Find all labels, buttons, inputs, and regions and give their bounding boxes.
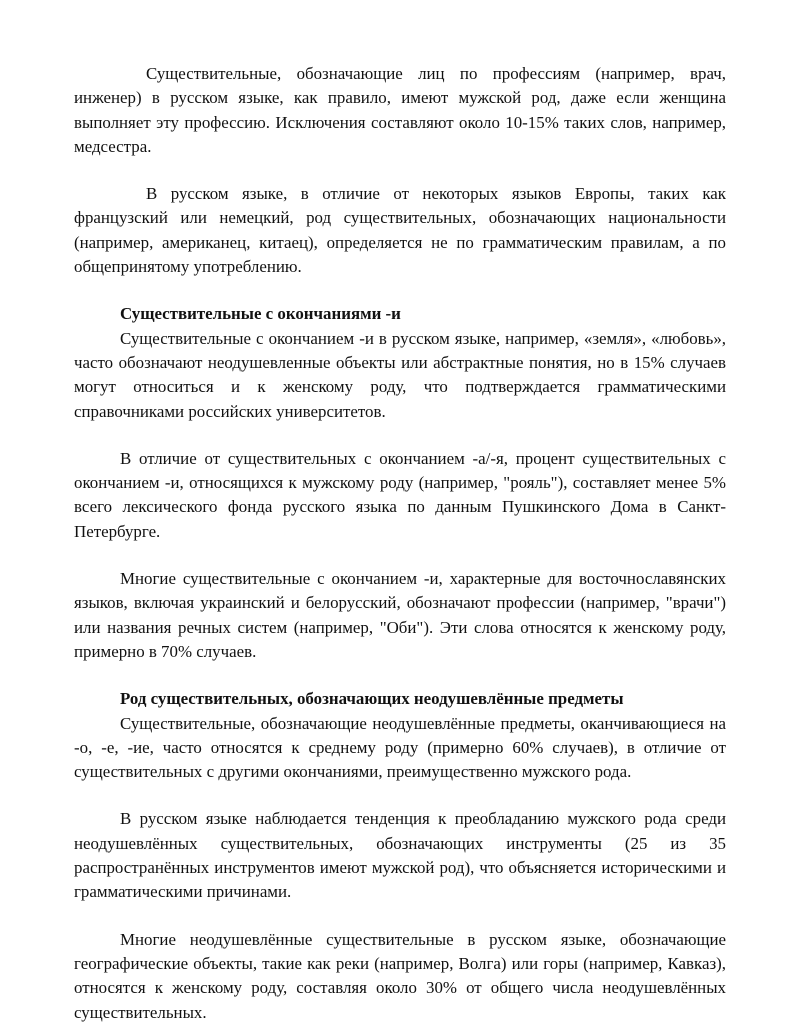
paragraph-i-endings-intro: Существительные с окончанием -и в русском языке, например, «земля», «любовь», часто обозначают неодушевленные объекты или абстрактные понятия, но в 15% случаев могут относиться и к женскому роду, что подтверждается грамматическими справочниками российских университетов. xyxy=(74,328,726,421)
paragraph-i-endings-east-slavic: Многие существительные с окончанием -и, характерные для восточнославянских языков, включая украинский и белорусский, обозначают профессии (например, "врачи") или названия речных систем (например, "Оби"). Эти слова относятся к женскому роду, примерно в 70% случаев. xyxy=(74,569,726,661)
paragraph-nationalities: В русском языке, в отличие от некоторых языков Европы, таких как французский или немецкий, род существительных, обозначающих национальности (например, американец, китаец), определяется не по грамматическим правилам, а по общепринятому употреблению. xyxy=(74,184,726,277)
section-heading-i-endings: Существительные с окончаниями -и xyxy=(120,304,401,324)
paragraph-inanimate-geography: Многие неодушевлённые существительные в русском языке, обозначающие географические объекты, такие как реки (например, Волга) или горы (например, Кавказ), относятся к женскому роду, составляя около 30% от общего числа неодушевлённых существительных. xyxy=(74,929,726,1022)
paragraph-i-endings-masculine: В отличие от существительных с окончанием -а/-я, процент существительных с окончанием -и, относящихся к мужскому роду (например, "рояль"), составляет менее 5% всего лексического фонда русского языка по данным Пушкинского Дома в Санкт-Петербурге. xyxy=(74,448,726,541)
paragraph-inanimate-neuter: Существительные, обозначающие неодушевлённые предметы, оканчивающиеся на -о, -е, -ие, часто относятся к среднему роду (примерно 60% случаев), в отличие от существительных с другими окончаниями, преимущественно мужского рода. xyxy=(74,713,726,782)
paragraph-professions: Существительные, обозначающие лиц по профессиям (например, врач, инженер) в русском языке, как правило, имеют мужской род, даже если женщина выполняет эту профессию. Исключения составляют около 10-15% таких слов, например, медсестра. xyxy=(74,64,726,156)
paragraph-inanimate-instruments: В русском языке наблюдается тенденция к преобладанию мужского рода среди неодушевлённых существительных, обозначающих инструменты (25 из 35 распространённых инструментов имеют мужской род), что объясняется историческими и грамматическими причинами. xyxy=(74,809,726,902)
document-body xyxy=(74,62,726,1025)
section-heading-inanimate: Род существительных, обозначающих неодушевлённые предметы xyxy=(120,689,624,709)
